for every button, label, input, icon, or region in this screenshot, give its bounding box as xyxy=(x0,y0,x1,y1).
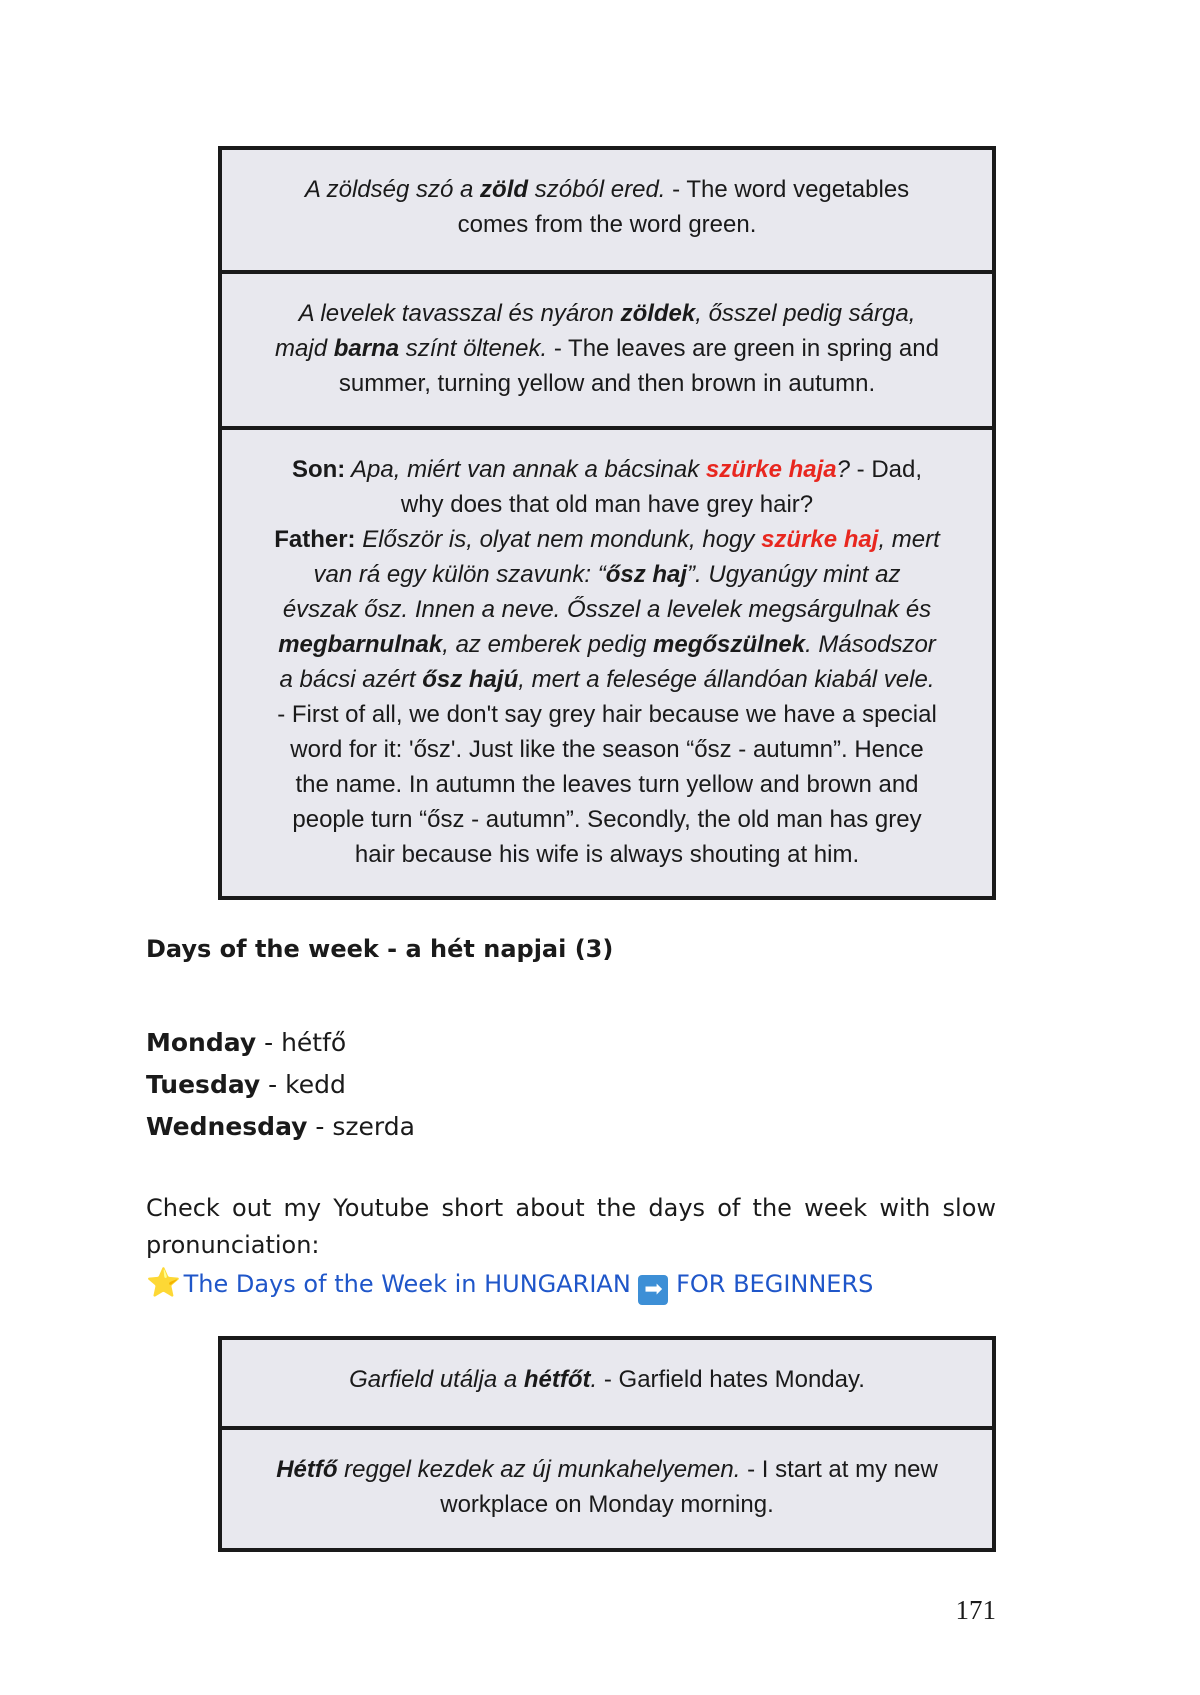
hu-keyword: ősz hajú xyxy=(422,666,519,693)
hu-text: , mert a felesége állandóan kiabál vele. xyxy=(518,666,935,693)
en-text: - Dad, xyxy=(850,456,923,483)
en-text: why does that old man have grey hair? xyxy=(400,491,814,518)
en-text: word for it: 'ősz'. Just like the season “ősz - autumn”. Hence xyxy=(290,736,924,763)
paragraph-text: Check out my Youtube short about the days of the week with slow pronunciation: xyxy=(146,1194,996,1259)
speaker-label: Son: xyxy=(291,456,346,483)
day-en: Tuesday xyxy=(146,1070,261,1099)
hu-text: ? xyxy=(836,456,851,483)
hu-text: évszak ősz. Innen a neve. Ősszel a levelek megsárgulnak és xyxy=(282,596,932,623)
en-text: - First of all, we don't say grey hair because we have a special xyxy=(277,701,937,728)
day-hu: - kedd xyxy=(260,1070,346,1099)
example-row xyxy=(222,1340,992,1426)
hu-text: , az emberek pedig xyxy=(442,631,654,658)
en-text: hair because his wife is always shouting at him. xyxy=(354,841,860,868)
hu-text: Apa, miért van annak a bácsinak xyxy=(345,456,706,483)
hu-text: . Másodszor xyxy=(805,631,936,658)
day-hu: - hétfő xyxy=(256,1028,347,1057)
en-text: workplace on Monday morning. xyxy=(440,1491,774,1518)
hu-text: A levelek tavasszal és nyáron xyxy=(298,300,621,327)
example-table-1 xyxy=(218,146,996,900)
star-icon: ⭐ xyxy=(146,1266,181,1299)
hu-keyword: hétfőt xyxy=(523,1366,591,1393)
hu-text: reggel kezdek az új munkahelyemen. xyxy=(337,1456,741,1483)
hu-keyword: megbarnulnak xyxy=(278,631,443,658)
days-list xyxy=(146,1022,415,1148)
hu-keyword: megőszülnek xyxy=(653,631,806,658)
example-row xyxy=(222,150,992,270)
link-text[interactable]: FOR BEGINNERS xyxy=(676,1270,874,1298)
hu-text: A zöldség szó a xyxy=(304,176,481,203)
hu-keyword: zöld xyxy=(480,176,529,203)
en-text: the name. In autumn the leaves turn yellow and brown and xyxy=(295,771,919,798)
en-text: - The word vegetables xyxy=(665,176,910,203)
en-text: - I start at my new xyxy=(740,1456,938,1483)
hu-text: van rá egy külön szavunk: “ xyxy=(313,561,606,588)
dialogue-row xyxy=(222,426,992,896)
hu-text: Először is, olyat nem mondunk, hogy xyxy=(355,526,762,553)
hu-text: a bácsi azért xyxy=(279,666,423,693)
hu-keyword: ősz haj xyxy=(605,561,688,588)
hu-text: színt öltenek. xyxy=(399,335,548,362)
hu-text: , mert xyxy=(878,526,940,553)
hu-text: majd xyxy=(275,335,334,362)
hu-highlight: szürke haja xyxy=(705,456,837,483)
hu-text: ”. Ugyanúgy mint az xyxy=(687,561,901,588)
example-table-2 xyxy=(218,1336,996,1552)
en-text: - The leaves are green in spring and xyxy=(547,335,939,362)
hu-keyword: barna xyxy=(333,335,400,362)
list-item xyxy=(146,1022,415,1064)
day-hu: - szerda xyxy=(307,1112,415,1141)
arrow-right-icon: ➡ xyxy=(638,1275,668,1305)
hu-text: , ősszel pedig sárga, xyxy=(695,300,916,327)
youtube-paragraph xyxy=(146,1190,996,1305)
list-item xyxy=(146,1064,415,1106)
hu-text: szóból ered. xyxy=(528,176,666,203)
en-text: comes from the word green. xyxy=(457,211,757,238)
example-row xyxy=(222,1426,992,1548)
en-text: - Garfield hates Monday. xyxy=(597,1366,865,1393)
hu-keyword: zöldek xyxy=(620,300,696,327)
hu-text: Garfield utálja a xyxy=(349,1366,524,1393)
page-number: 171 xyxy=(955,1595,996,1625)
link-text[interactable]: The Days of the Week in HUNGARIAN xyxy=(183,1270,631,1298)
en-text: people turn “ősz - autumn”. Secondly, the old man has grey xyxy=(292,806,922,833)
day-en: Monday xyxy=(146,1028,257,1057)
section-heading: Days of the week - a hét napjai (3) xyxy=(146,935,614,963)
speaker-label: Father: xyxy=(274,526,356,553)
hu-keyword: Hétfő xyxy=(276,1456,338,1483)
en-text: summer, turning yellow and then brown in autumn. xyxy=(338,370,876,397)
day-en: Wednesday xyxy=(146,1112,308,1141)
youtube-link[interactable] xyxy=(146,1264,996,1305)
hu-highlight: szürke haj xyxy=(761,526,879,553)
list-item xyxy=(146,1106,415,1148)
example-row xyxy=(222,270,992,426)
hu-text: . xyxy=(590,1366,598,1393)
